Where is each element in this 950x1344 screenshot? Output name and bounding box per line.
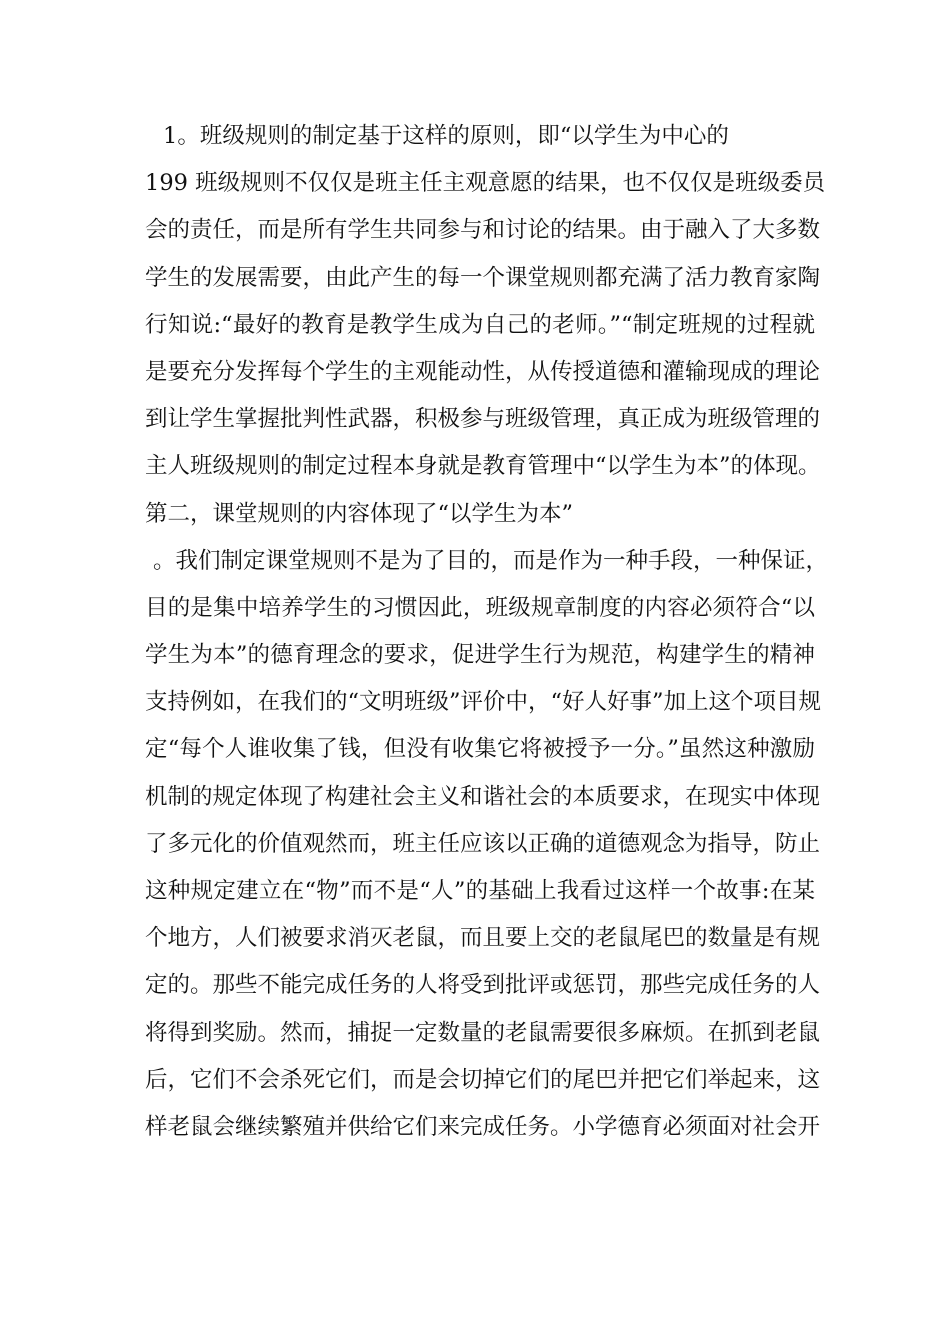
body-text [145,113,829,1151]
text-line-4: 学生的发展需要，由此产生的每一个课堂规则都充满了活力教育家陶 [145,264,821,291]
text-line-19: 定的。那些不能完成任务的人将受到批评或惩罚，那些完成任务的人 [145,972,821,999]
text-line-14: 定“每个人谁收集了钱，但没有收集它将被授予一分。”虽然这种激励 [145,736,815,763]
text-line-2: 199 班级规则不仅仅是班主任主观意愿的结果，也不仅仅是班级委员 [145,170,826,197]
text-line-18: 个地方，人们被要求消灭老鼠，而且要上交的老鼠尾巴的数量是有规 [145,925,821,952]
text-line-12: 学生为本”的德育理念的要求，促进学生行为规范，构建学生的精神 [145,642,815,669]
text-line-6: 是要充分发挥每个学生的主观能动性，从传授道德和灌输现成的理论 [145,358,821,385]
text-line-21: 后，它们不会杀死它们，而是会切掉它们的尾巴并把它们举起来，这 [145,1066,821,1093]
text-line-1: 1。班级规则的制定基于这样的原则，即“以学生为中心的 [163,123,729,149]
text-line-13: 支持例如，在我们的“文明班级”评价中，“好人好事”加上这个项目规 [145,689,822,716]
text-line-7: 到让学生掌握批判性武器，积极参与班级管理，真正成为班级管理的 [145,406,821,433]
text-line-11: 目的是集中培养学生的习惯因此，班级规章制度的内容必须符合“以 [145,594,815,621]
text-line-20: 将得到奖励。然而，捕捉一定数量的老鼠需要很多麻烦。在抓到老鼠 [145,1019,821,1046]
text-line-22: 样老鼠会继续繁殖并供给它们来完成任务。小学德育必须面对社会开 [145,1113,821,1140]
text-line-10: 。我们制定课堂规则不是为了目的，而是作为一种手段，一种保证， [153,547,829,574]
text-line-5: 行知说:“最好的教育是教学生成为自己的老师。”“制定班规的过程就 [145,311,815,338]
text-line-17: 这种规定建立在“物”而不是“人”的基础上我看过这样一个故事:在某 [145,878,815,904]
text-line-3: 会的责任，而是所有学生共同参与和讨论的结果。由于融入了大多数 [145,217,821,244]
text-line-15: 机制的规定体现了构建社会主义和谐社会的本质要求，在现实中体现 [145,783,821,810]
text-line-16: 了多元化的价值观然而，班主任应该以正确的道德观念为指导，防止 [145,830,821,857]
section-heading: 第二，课堂规则的内容体现了“以学生为本” [145,500,574,527]
text-line-8: 主人班级规则的制定过程本身就是教育管理中“以学生为本”的体现。 [145,453,821,480]
